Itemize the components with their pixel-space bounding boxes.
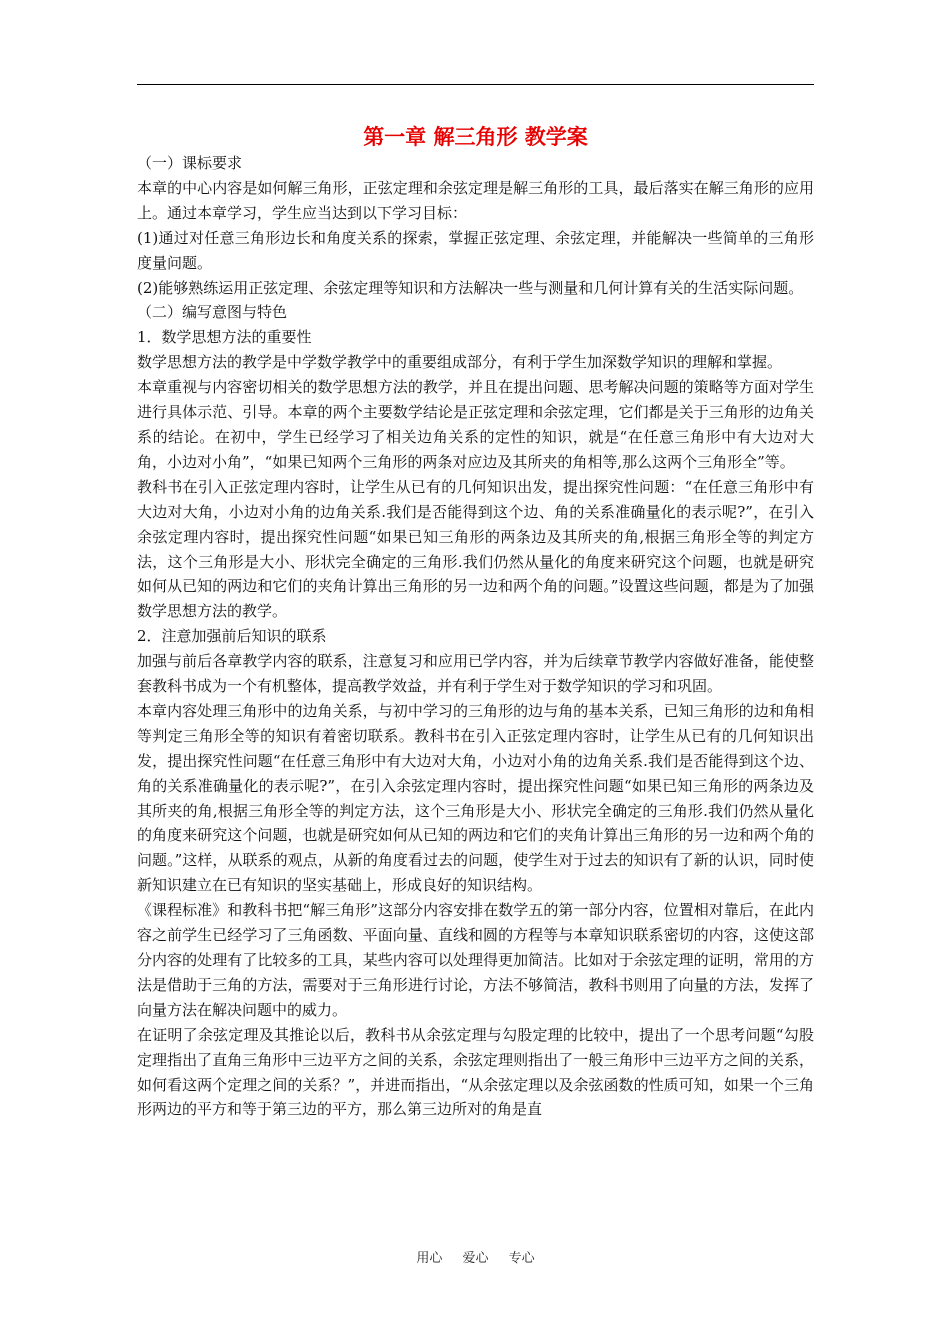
- paragraph: (2)能够熟练运用正弦定理、余弦定理等知识和方法解决一些与测量和几何计算有关的生活实际问题。: [137, 278, 804, 297]
- section-heading: （一）课标要求: [137, 154, 243, 172]
- section-heading: （二）编写意图与特色: [137, 303, 288, 322]
- header-rule: [137, 84, 814, 85]
- page-footer: 用心 爱心 专心: [416, 1251, 535, 1266]
- paragraph: 本章重视与内容密切相关的数学思想方法的教学，并且在提出问题、思考解决问题的策略等方面对学生进行具体示范、引导。本章的两个主要数学结论是正弦定理和余弦定理，它们都是关于三角形的边角关系的结论。在初中，学生已经学习了相关边角关系的定性的知识，就是“在任意三角形中有大边对大角，小边对小角”，“如果已知两个三角形的两条对应边及其所夹的角相等,那么这两个三角形全”等。: [137, 378, 814, 471]
- paragraph: 本章的中心内容是如何解三角形，正弦定理和余弦定理是解三角形的工具，最后落实在解三角形的应用上。通过本章学习，学生应当达到以下学习目标：: [137, 178, 814, 222]
- paragraph: 《课程标准》和教科书把“解三角形”这部分内容安排在数学五的第一部分内容，位置相对靠后，在此内容之前学生已经学习了三角函数、平面向量、直线和圆的方程等与本章知识联系密切的内容，这使这部分内容的处理有了比较多的工具，某些内容可以处理得更加简洁。比如对于余弦定理的证明，常用的方法是借助于三角的方法，需要对于三角形进行讨论，方法不够简洁，教科书则用了向量的方法，发挥了向量方法在解决问题中的威力。: [137, 901, 814, 1019]
- document-body: [137, 151, 814, 1122]
- paragraph: 教科书在引入正弦定理内容时，让学生从已有的几何知识出发，提出探究性问题：“在任意三角形中有大边对大角，小边对小角的边角关系.我们是否能得到这个边、角的关系准确量化的表示呢?”，在引入余弦定理内容时，提出探究性问题“如果已知三角形的两条边及其所夹的角,根据三角形全等的判定方法，这个三角形是大小、形状完全确定的三角形.我们仍然从量化的角度来研究这个问题，也就是研究如何从已知的两边和它们的夹角计算出三角形的另一边和两个角的问题。”设置这些问题，都是为了加强数学思想方法的教学。: [137, 477, 814, 621]
- paragraph: 本章内容处理三角形中的边角关系，与初中学习的三角形的边与角的基本关系，已知三角形的边和角相等判定三角形全等的知识有着密切联系。教科书在引入正弦定理内容时，让学生从已有的几何知识出发，提出探究性问题“在任意三角形中有大边对大角，小边对小角的边角关系.我们是否能得到这个边、角的关系准确量化的表示呢?”，在引入余弦定理内容时，提出探究性问题“如果已知三角形的两条边及其所夹的角,根据三角形全等的判定方法，这个三角形是大小、形状完全确定的三角形.我们仍然从量化的角度来研究这个问题，也就是研究如何从已知的两边和它们的夹角计算出三角形的另一边和两个角的问题。”这样，从联系的观点，从新的角度看过去的问题，使学生对于过去的知识有了新的认识，同时使新知识建立在已有知识的坚实基础上，形成良好的知识结构。: [137, 701, 814, 895]
- paragraph: 加强与前后各章教学内容的联系，注意复习和应用已学内容，并为后续章节教学内容做好准备，能使整套教科书成为一个有机整体，提高教学效益，并有利于学生对于数学知识的学习和巩固。: [137, 652, 814, 696]
- subsection-heading: 2．注意加强前后知识的联系: [137, 627, 327, 646]
- paragraph: 数学思想方法的教学是中学数学教学中的重要组成部分，有利于学生加深数学知识的理解和掌握。: [137, 353, 783, 372]
- subsection-heading: 1．数学思想方法的重要性: [137, 328, 312, 347]
- paragraph: 在证明了余弦定理及其推论以后，教科书从余弦定理与勾股定理的比较中，提出了一个思考问题“勾股定理指出了直角三角形中三边平方之间的关系，余弦定理则指出了一般三角形中三边平方之间的关系，如何看这两个定理之间的关系？”，并进而指出，“从余弦定理以及余弦函数的性质可知，如果一个三角形两边的平方和等于第三边的平方，那么第三边所对的角是直: [137, 1025, 814, 1119]
- paragraph: (1)通过对任意三角形边长和角度关系的探索，掌握正弦定理、余弦定理，并能解决一些简单的三角形度量问题。: [137, 228, 814, 272]
- document-title: 第一章 解三角形 教学案: [363, 125, 588, 149]
